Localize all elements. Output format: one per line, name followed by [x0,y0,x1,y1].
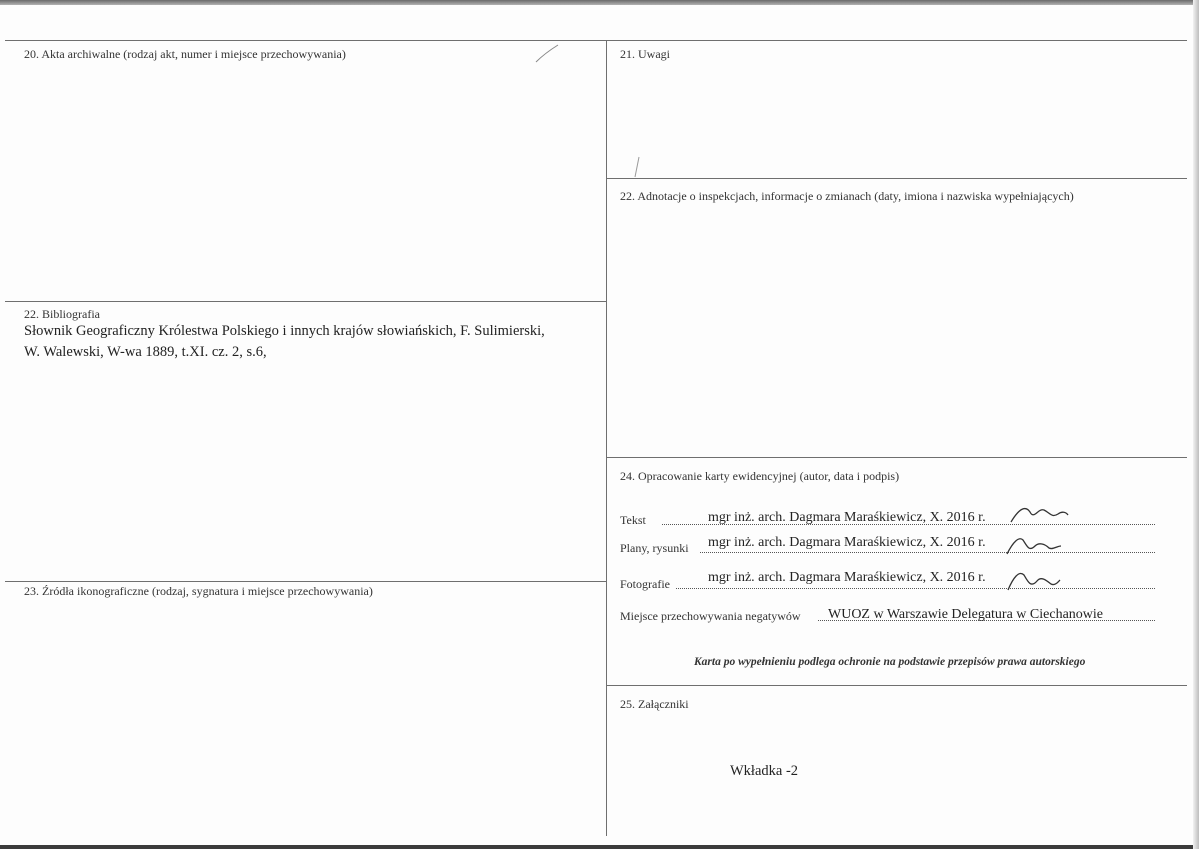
section-25-label: 25. Załączniki [620,697,689,711]
pen-stroke-mark [530,42,562,66]
signature-plany [1003,532,1063,560]
section-24-label: 24. Opracowanie karty ewidencyjnej (autor, data i podpis) [620,469,900,483]
top-border [5,40,1187,41]
divider-bibliografia-23 [5,581,606,582]
plany-dotted-line [700,552,1155,553]
section-22-adnotacje-label: 22. Adnotacje o inspekcjach, informacje o zmianach (daty, imiona i nazwiska wypełniających) [620,189,1074,203]
scan-bottom-edge [0,845,1199,849]
signature-tekst [1008,502,1070,528]
negatywy-row [620,606,1155,624]
section-23-label: 23. Źródła ikonograficzne (rodzaj, sygnatura i miejsce przechowywania) [24,584,373,598]
pen-tick-mark [630,155,646,179]
center-divider [606,40,607,836]
wkladka-text: Wkładka -2 [730,763,799,779]
divider-22-24 [606,457,1187,458]
divider-24-25 [606,685,1187,686]
bibliografia-line-1: Słownik Geograficzny Królestwa Polskiego i innych krajów słowiańskich, F. Sulimierski, [24,323,545,339]
negatywy-value: WUOZ w Warszawie Delegatura w Ciechanowie [828,607,1104,622]
scan-right-edge [1193,0,1199,849]
fotografie-value: mgr inż. arch. Dagmara Maraśkiewicz, X. 2016 r. [708,570,986,585]
tekst-value: mgr inż. arch. Dagmara Maraśkiewicz, X. 2016 r. [708,510,986,525]
divider-20-bibliografia [5,301,606,302]
fotografie-dotted-line [676,588,1155,589]
section-21-label: 21. Uwagi [620,47,670,61]
bibliografia-label: 22. Bibliografia [24,307,100,321]
fotografie-row [620,570,1155,592]
plany-label: Plany, rysunki [620,541,689,555]
tekst-label: Tekst [620,513,646,527]
copyright-note: Karta po wypełnieniu podlega ochronie na podstawie przepisów prawa autorskiego [694,656,1086,668]
negatywy-label: Miejsce przechowywania negatywów [620,609,801,623]
fotografie-label: Fotografie [620,577,670,591]
divider-21-22 [606,178,1187,179]
signature-fotografie [1004,566,1062,596]
plany-row [620,535,1155,556]
tekst-row [620,510,1155,528]
plany-value: mgr inż. arch. Dagmara Maraśkiewicz, X. 2016 r. [708,535,986,550]
bibliografia-line-2: W. Walewski, W-wa 1889, t.XI. cz. 2, s.6, [24,344,267,360]
section-20-label: 20. Akta archiwalne (rodzaj akt, numer i miejsce przechowywania) [24,47,346,61]
scan-top-edge [0,0,1199,5]
